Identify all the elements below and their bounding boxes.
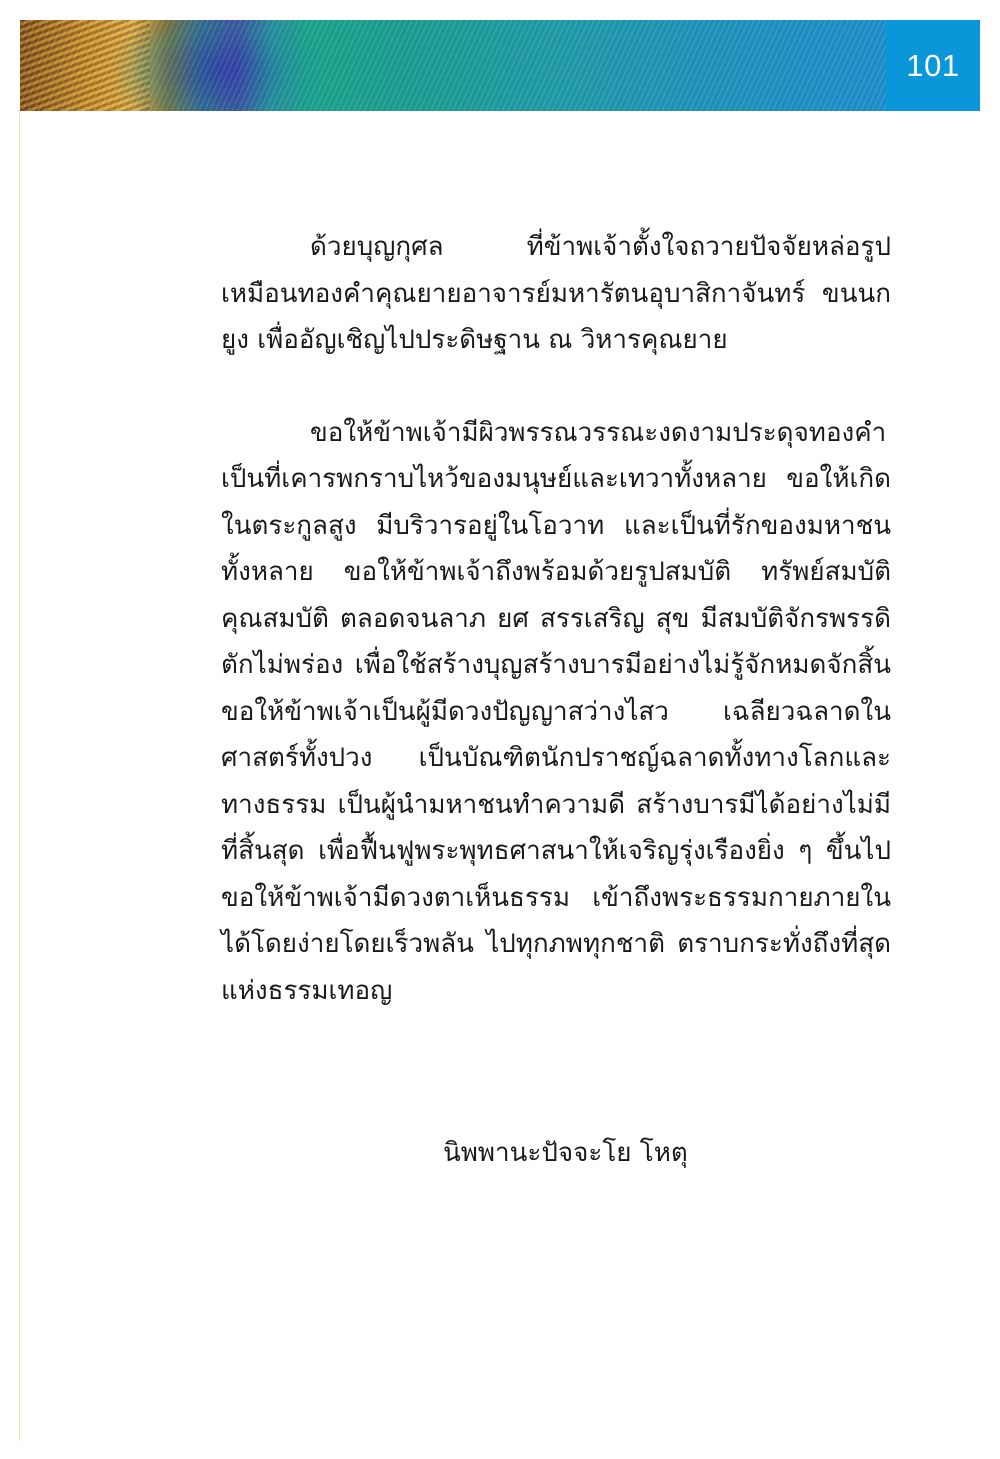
page-number-box (886, 20, 980, 111)
paragraph-wishes: ขอให้ข้าพเจ้ามีผิวพรรณวรรณะงดงามประดุจทองคำเป็นที่เคารพกราบไหว้ของมนุษย์และเทวาทั้งหลาย ขอให้เกิดในตระกูลสูง มีบริวารอยู่ในโอวาท และเป็นที่รักของมหาชนทั้งหลาย ขอให้ข้าพเจ้าถึงพร้อมด้วยรูปสมบัติ ทรัพย์สมบัติ คุณสมบัติ ตลอดจนลาภ ยศ สรรเสริญ สุข มีสมบัติจักรพรรดิตักไม่พร่อง เพื่อใช้สร้างบุญสร้างบารมีอย่างไม่รู้จักหมดจักสิ้น ขอให้ข้าพเจ้าเป็นผู้มีดวงปัญญาสว่างไสว เฉลียวฉลาดในศาสตร์ทั้งปวง เป็นบัณฑิตนักปราชญ์ฉลาดทั้งทางโลกและทางธรรม เป็นผู้นำมหาชนทำความดี สร้างบารมีได้อย่างไม่มีที่สิ้นสุด เพื่อฟื้นฟูพระพุทธศาสนาให้เจริญรุ่งเรืองยิ่ง ๆ ขึ้นไป ขอให้ข้าพเจ้ามีดวงตาเห็นธรรม เข้าถึงพระธรรมกายภายในได้โดยง่ายโดยเร็วพลัน ไปทุกภพทุกชาติ ตราบกระทั่งถึงที่สุดแห่งธรรมเทอญ (221, 417, 891, 1006)
left-margin-rule (19, 111, 20, 1441)
peacock-feather-banner (20, 20, 886, 111)
body-text (221, 224, 891, 1014)
feather-barbs-texture (20, 20, 886, 111)
paragraph-dedication: ด้วยบุญกุศล ที่ข้าพเจ้าตั้งใจถวายปัจจัยหล่อรูปเหมือนทองคำคุณยายอาจารย์มหารัตนอุบาสิกาจันทร์ ขนนกยูง เพื่ออัญเชิญไปประดิษฐาน ณ วิหารคุณยาย (221, 232, 891, 355)
page-number: 101 (906, 47, 960, 83)
closing-blessing: นิพพานะปัจจะโย โหตุ (443, 1138, 688, 1168)
